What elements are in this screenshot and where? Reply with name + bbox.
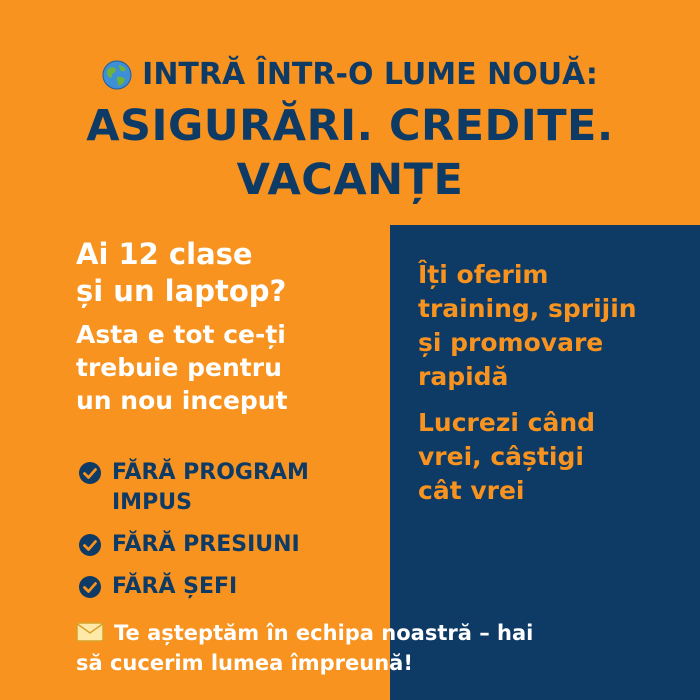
subtext [76, 318, 386, 417]
subtext-line-3: un nou inceput [76, 386, 288, 415]
benefit-item [78, 572, 388, 602]
question-line-1: Ai 12 clase [76, 237, 253, 271]
header-line-1 [0, 55, 700, 95]
question-line-2: și un laptop? [76, 274, 287, 308]
offer-line-1: Îți oferim [418, 260, 549, 289]
benefit-item [78, 458, 388, 518]
benefit-list [78, 458, 388, 614]
offer-line-3: și promovare [418, 328, 604, 357]
work-line-3: cât vrei [418, 476, 525, 505]
benefit-label-line-1: FĂRĂ PROGRAM [112, 460, 309, 485]
check-circle-icon [78, 533, 102, 557]
subtext-line-2: trebuie pentru [76, 353, 282, 382]
benefit-label-line-2: IMPUS [112, 490, 192, 515]
footer-line-1-text: Te așteptăm în echipa noastră – hai [114, 621, 534, 645]
footer [76, 618, 686, 678]
footer-line-1 [76, 618, 686, 648]
envelope-icon [76, 622, 104, 642]
globe-icon [102, 60, 132, 90]
offer-line-2: training, sprijin [418, 294, 637, 323]
benefit-item [78, 530, 388, 560]
benefit-label [112, 458, 309, 518]
work-line-1: Lucrezi când [418, 408, 596, 437]
subtext-line-1: Asta e tot ce-ți [76, 320, 286, 349]
header-line-2: ASIGURĂRI. CREDITE. [86, 101, 614, 151]
header [0, 55, 700, 207]
check-circle-icon [78, 575, 102, 599]
left-column [76, 236, 386, 417]
right-column [418, 258, 688, 508]
work-line-2: vrei, câștigi [418, 442, 584, 471]
check-circle-icon [78, 461, 102, 485]
footer-line-2: să cucerim lumea împreună! [76, 651, 413, 675]
question [76, 236, 386, 310]
header-line-3: VACANȚE [236, 155, 464, 205]
offer-text [418, 258, 688, 394]
offer-line-4: rapidă [418, 362, 509, 391]
work-text [418, 406, 688, 508]
benefit-label: FĂRĂ ȘEFI [112, 574, 238, 599]
header-line-1-text: INTRĂ ÎNTR-O LUME NOUĂ: [142, 57, 598, 92]
benefit-label: FĂRĂ PRESIUNI [112, 532, 300, 557]
